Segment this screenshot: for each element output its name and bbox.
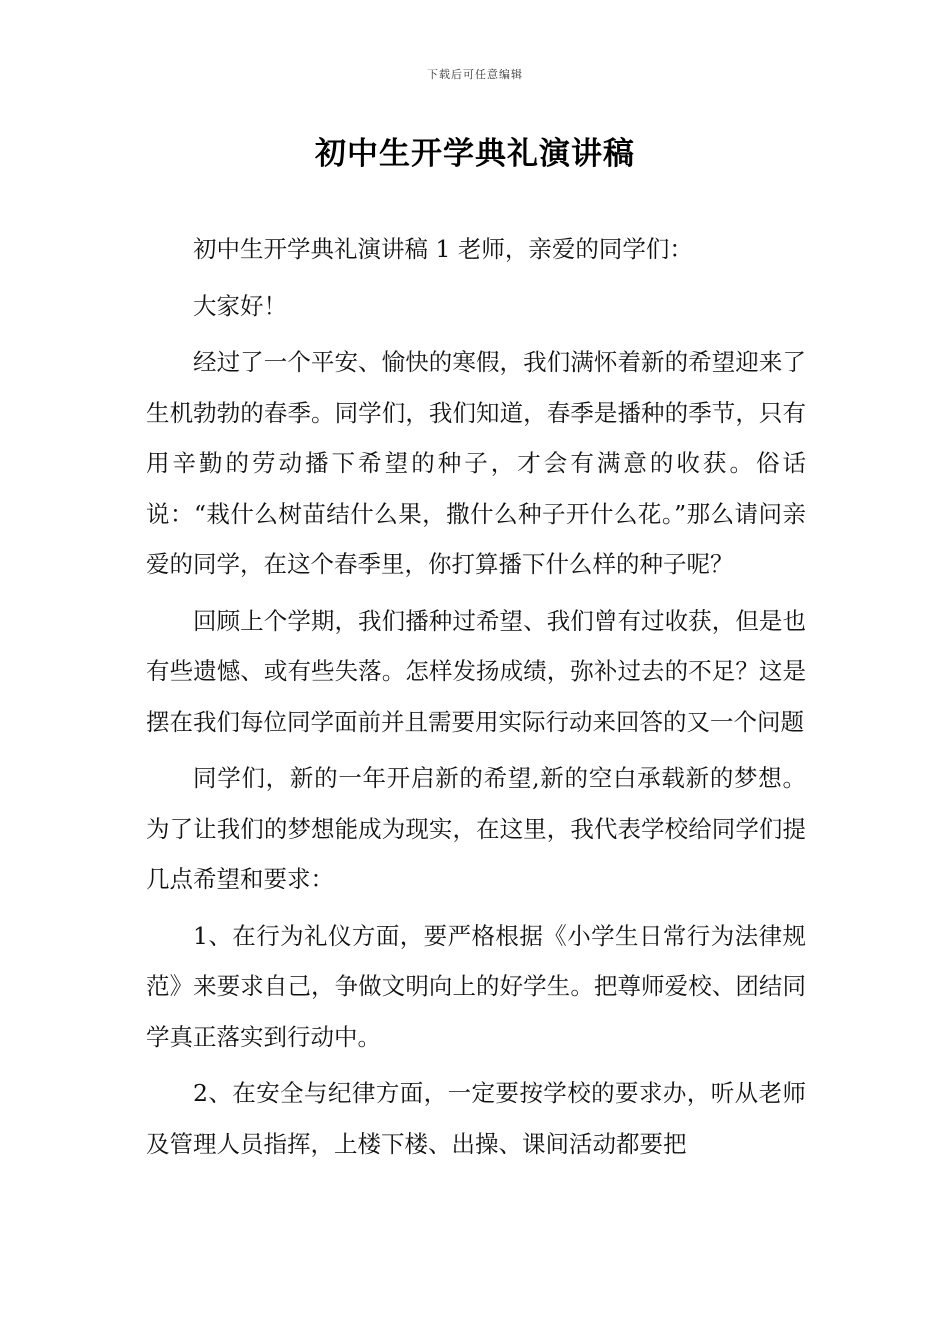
paragraph-hello: 大家好！ [193, 291, 287, 320]
paragraph-item-2: 2、在安全与纪律方面，一定要按学校的要求办，听从老师及管理人员指挥，上楼下楼、出操、课间活动都要把 [146, 1079, 806, 1158]
paragraph-review: 回顾上个学期，我们播种过希望、我们曾有过收获，但是也有些遗憾、或有些失落。怎样发扬成绩，弥补过去的不足？这是摆在我们每位同学面前并且需要用实际行动来回答的又一个问题 [146, 606, 806, 736]
document-body [146, 224, 806, 1175]
document-title: 初中生开学典礼演讲稿 [315, 136, 635, 172]
paragraph-greeting: 初中生开学典礼演讲稿 1 老师，亲爱的同学们： [193, 235, 693, 263]
paragraph-new-year: 同学们，新的一年开启新的希望,新的空白承载新的梦想。为了让我们的梦想能成为现实，在这里，我代表学校给同学们提几点希望和要求： [146, 764, 806, 893]
paragraph-item-1: 1、在行为礼仪方面，要严格根据《小学生日常行为法律规范》来要求自己，争做文明向上的好学生。把尊师爱校、团结同学真正落实到行动中。 [146, 921, 806, 1051]
paragraph-spring: 经过了一个平安、愉快的寒假，我们满怀着新的希望迎来了生机勃勃的春季。同学们，我们知道，春季是播种的季节，只有用辛勤的劳动播下希望的种子，才会有满意的收获。俗话说：“栽什么树苗结什么果，撒什么种子开什么花。”那么请问亲爱的同学，在这个春季里，你打算播下什么样的种子呢？ [146, 348, 806, 578]
header-note: 下载后可任意编辑 [427, 68, 523, 81]
